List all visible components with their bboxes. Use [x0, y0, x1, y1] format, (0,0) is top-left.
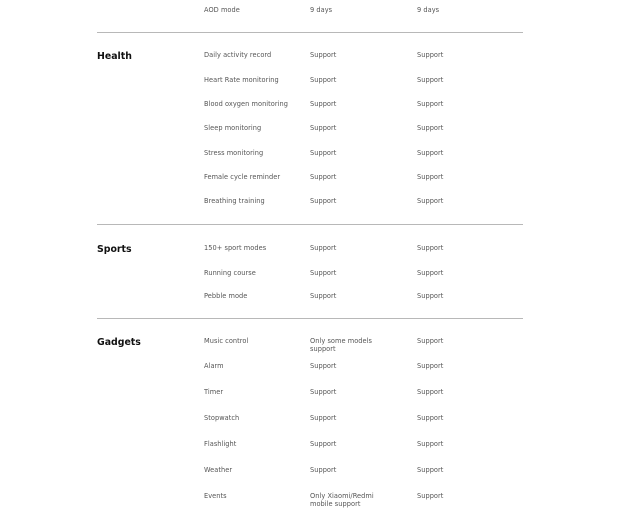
row-value-col1: Support [310, 440, 337, 448]
row-value-col2: Support [417, 269, 444, 277]
section-title: Sports [97, 244, 132, 255]
row-label: Events [204, 492, 227, 500]
row-label: Flashlight [204, 440, 237, 448]
row-value-col1: 9 days [310, 6, 333, 14]
row-label: Breathing training [204, 197, 265, 205]
row-value-col2: Support [417, 440, 444, 448]
row-label: Running course [204, 269, 256, 277]
row-value-col2: Support [417, 173, 444, 181]
row-value-col2: Support [417, 244, 444, 252]
row-label: Stress monitoring [204, 149, 264, 157]
row-value-col1: Support [310, 388, 337, 396]
section-title: Health [97, 51, 132, 62]
row-label: Weather [204, 466, 233, 474]
row-value-col2: Support [417, 76, 444, 84]
row-value-col2: Support [417, 124, 444, 132]
row-value-col1: Only Xiaomi/Redmi [310, 492, 374, 500]
row-label: Alarm [204, 362, 224, 370]
row-value-col1: Support [310, 466, 337, 474]
row-value-col2: Support [417, 149, 444, 157]
row-value-col1: Support [310, 100, 337, 108]
row-value-col1: Support [310, 244, 337, 252]
section-title: Gadgets [97, 337, 141, 348]
row-value-col1: Only some models [310, 337, 373, 345]
row-value-col1: Support [310, 269, 337, 277]
row-value-col1: Support [310, 414, 337, 422]
row-value-col2: Support [417, 362, 444, 370]
row-label: Blood oxygen monitoring [204, 100, 289, 108]
row-value-col2: Support [417, 337, 444, 345]
row-value-col1: Support [310, 51, 337, 59]
row-value-col1: Support [310, 197, 337, 205]
row-value-col1: Support [310, 76, 337, 84]
row-label: Timer [204, 388, 224, 396]
row-value-col1-line2: support [310, 345, 336, 353]
row-value-col2: Support [417, 414, 444, 422]
row-label: Music control [204, 337, 249, 345]
row-value-col2: Support [417, 292, 444, 300]
row-label: Heart Rate monitoring [204, 76, 279, 84]
row-value-col1: Support [310, 173, 337, 181]
section-divider [97, 32, 523, 33]
row-value-col1: Support [310, 292, 337, 300]
row-label: Daily activity record [204, 51, 272, 59]
section-divider [97, 224, 523, 225]
row-label: 150+ sport modes [204, 244, 267, 252]
row-label: Stopwatch [204, 414, 240, 422]
row-value-col2: Support [417, 492, 444, 500]
section-divider [97, 318, 523, 319]
row-label: Pebble mode [204, 292, 248, 300]
row-value-col2: Support [417, 197, 444, 205]
row-value-col1-line2: mobile support [310, 500, 361, 508]
row-value-col2: Support [417, 466, 444, 474]
row-label: Female cycle reminder [204, 173, 281, 181]
row-value-col1: Support [310, 362, 337, 370]
row-value-col1: Support [310, 124, 337, 132]
row-label: AOD mode [204, 6, 240, 14]
row-value-col1: Support [310, 149, 337, 157]
row-value-col2: Support [417, 100, 444, 108]
row-value-col2: Support [417, 388, 444, 396]
row-label: Sleep monitoring [204, 124, 262, 132]
row-value-col2: Support [417, 51, 444, 59]
row-value-col2: 9 days [417, 6, 440, 14]
